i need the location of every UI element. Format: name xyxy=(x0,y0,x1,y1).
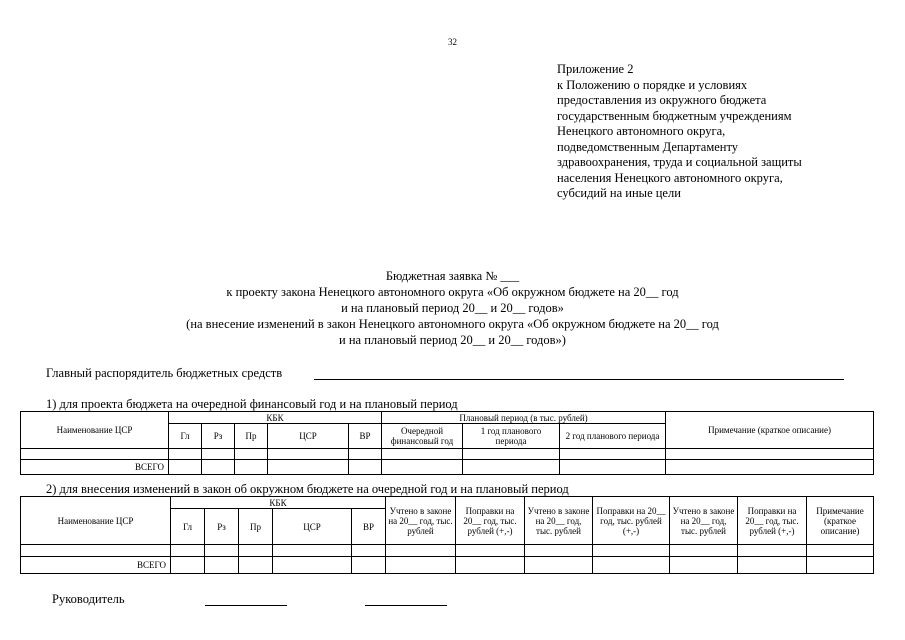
table-cell[interactable] xyxy=(593,545,670,557)
table-cell[interactable] xyxy=(382,449,463,460)
table-cell[interactable] xyxy=(525,545,593,557)
table-cell[interactable] xyxy=(169,449,202,460)
s1-kbk-col: Рз xyxy=(202,424,235,449)
section1-title: 1) для проекта бюджета на очередной финансовый год и на плановый период xyxy=(46,397,458,411)
s2-value-col: Учтено в законе на 20__ год, тыс. рублей xyxy=(525,497,593,545)
table-cell[interactable] xyxy=(202,460,235,475)
section2-table xyxy=(20,496,874,574)
table-row xyxy=(21,449,874,460)
head-label: Руководитель xyxy=(52,592,125,606)
table-cell[interactable] xyxy=(525,557,593,574)
table-cell[interactable] xyxy=(666,460,874,475)
distributor-fill-line[interactable] xyxy=(314,379,844,380)
s2-note-header: Примечание (краткое описание) xyxy=(807,497,874,545)
s2-value-col: Учтено в законе на 20__ год, тыс. рублей xyxy=(386,497,456,545)
s2-name-header: Наименование ЦСР xyxy=(21,497,171,545)
s2-kbk-header: КБК xyxy=(171,497,386,509)
s2-kbk-col: ЦСР xyxy=(273,509,352,545)
s2-kbk-col: Рз xyxy=(205,509,239,545)
appendix-line: предоставления из окружного бюджета xyxy=(557,93,767,107)
s1-name-header: Наименование ЦСР xyxy=(21,412,169,449)
appendix-line: подведомственным Департаменту xyxy=(557,139,739,154)
table-cell[interactable] xyxy=(239,557,273,574)
s2-kbk-col: Гл xyxy=(171,509,205,545)
appendix-line: здравоохранения, труда и социальной защиты xyxy=(557,155,802,169)
table-cell[interactable] xyxy=(273,545,352,557)
s1-plan-col: 2 год планового периода xyxy=(560,424,666,449)
appendix-line: Ненецкого автономного округа, xyxy=(557,124,726,138)
appendix-block xyxy=(557,62,802,202)
appendix-line: государственным бюджетным учреждениям xyxy=(557,108,792,123)
table-cell[interactable] xyxy=(386,545,456,557)
table-cell[interactable] xyxy=(235,460,268,475)
s2-value-col: Поправки на 20__ год, тыс. рублей (+,-) xyxy=(593,497,670,545)
s2-kbk-col: Пр xyxy=(239,509,273,545)
s1-kbk-col: Гл xyxy=(169,424,202,449)
table-row xyxy=(21,545,874,557)
table-cell[interactable] xyxy=(463,449,560,460)
table-cell[interactable] xyxy=(560,449,666,460)
table-cell[interactable] xyxy=(463,460,560,475)
section2-title: 2) для внесения изменений в закон об окружном бюджете на очередной год и на плановый период xyxy=(46,482,569,496)
total-row xyxy=(21,460,874,475)
table-cell[interactable] xyxy=(202,449,235,460)
table-cell[interactable] xyxy=(171,545,205,557)
appendix-line: Приложение 2 xyxy=(557,62,634,76)
s1-plan-col: Очередной финансовый год xyxy=(382,424,463,449)
document-title xyxy=(0,268,905,348)
page-number: 32 xyxy=(448,37,457,47)
appendix-line: к Положению о порядке и условиях xyxy=(557,77,748,92)
s2-kbk-col: ВР xyxy=(352,509,386,545)
table-cell[interactable] xyxy=(352,557,386,574)
table-cell[interactable] xyxy=(169,460,202,475)
table-cell[interactable] xyxy=(239,545,273,557)
s2-value-col: Поправки на 20__ год, тыс. рублей (+,-) xyxy=(456,497,525,545)
s1-plan-col: 1 год планового периода xyxy=(463,424,560,449)
table-cell[interactable] xyxy=(560,460,666,475)
table-cell[interactable] xyxy=(456,557,525,574)
s1-kbk-header: КБК xyxy=(169,412,382,424)
appendix-line: населения Ненецкого автономного округа, xyxy=(557,170,783,185)
name-line[interactable] xyxy=(365,605,447,606)
s1-total-label: ВСЕГО xyxy=(21,460,169,475)
signature-line[interactable] xyxy=(205,605,287,606)
table-cell[interactable] xyxy=(807,557,874,574)
table-cell[interactable] xyxy=(670,557,738,574)
title-line: к проекту закона Ненецкого автономного округа «Об окружном бюджете на 20__ год xyxy=(226,285,679,299)
title-line: и на плановый период 20__ и 20__ годов» xyxy=(341,301,564,315)
table-cell[interactable] xyxy=(268,449,349,460)
table-cell[interactable] xyxy=(670,545,738,557)
table-cell[interactable] xyxy=(593,557,670,574)
table-cell[interactable] xyxy=(349,460,382,475)
table-cell[interactable] xyxy=(171,557,205,574)
s2-total-label: ВСЕГО xyxy=(21,557,171,574)
table-cell[interactable] xyxy=(268,460,349,475)
title-line: Бюджетная заявка № ___ xyxy=(385,269,520,283)
table-cell[interactable] xyxy=(205,545,239,557)
total-row xyxy=(21,557,874,574)
table-cell[interactable] xyxy=(738,557,807,574)
table-cell[interactable] xyxy=(273,557,352,574)
table-cell[interactable] xyxy=(205,557,239,574)
s1-note-header: Примечание (краткое описание) xyxy=(666,412,874,449)
s1-kbk-col: Пр xyxy=(235,424,268,449)
title-line: и на плановый период 20__ и 20__ годов») xyxy=(339,333,566,347)
table-cell[interactable] xyxy=(386,557,456,574)
s2-value-col: Учтено в законе на 20__ год, тыс. рублей xyxy=(670,497,738,545)
table-cell[interactable] xyxy=(349,449,382,460)
table-cell[interactable] xyxy=(738,545,807,557)
table-cell[interactable] xyxy=(352,545,386,557)
title-line: (на внесение изменений в закон Ненецкого автономного округа «Об окружном бюджете на 20__ год xyxy=(186,317,719,331)
distributor-label: Главный распорядитель бюджетных средств xyxy=(46,366,283,380)
table-cell[interactable] xyxy=(807,545,874,557)
appendix-line: субсидий на иные цели xyxy=(557,186,681,200)
s1-kbk-col: ЦСР xyxy=(268,424,349,449)
s1-plan-header: Плановый период (в тыс. рублей) xyxy=(382,412,666,424)
s2-value-col: Поправки на 20__ год, тыс. рублей (+,-) xyxy=(738,497,807,545)
table-cell[interactable] xyxy=(21,545,171,557)
table-cell[interactable] xyxy=(666,449,874,460)
section1-table xyxy=(20,411,874,475)
table-cell[interactable] xyxy=(21,449,169,460)
table-cell[interactable] xyxy=(235,449,268,460)
table-cell[interactable] xyxy=(382,460,463,475)
s1-kbk-col: ВР xyxy=(349,424,382,449)
table-cell[interactable] xyxy=(456,545,525,557)
